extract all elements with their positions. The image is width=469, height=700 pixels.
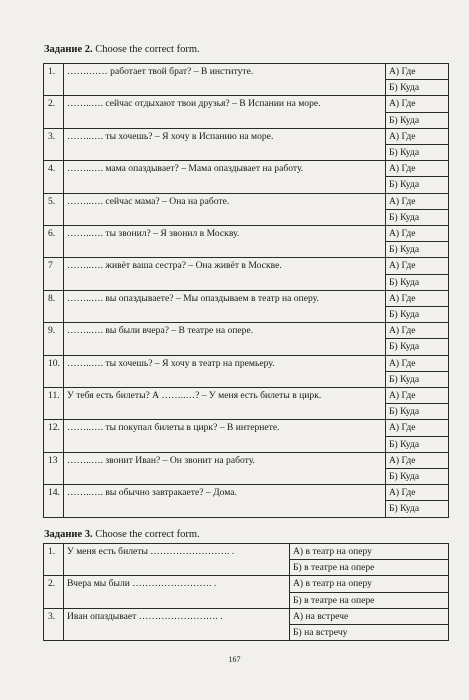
option-b: Б) Куда xyxy=(386,209,449,225)
question-text: ……..…. мама опаздывает? – Мама опаздывает на работу. xyxy=(64,161,386,193)
item-number: 10. xyxy=(44,355,64,387)
option-a: А) Где xyxy=(386,452,449,468)
option-a: А) Где xyxy=(386,161,449,177)
item-number: 11. xyxy=(44,388,64,420)
item-number: 9. xyxy=(44,323,64,355)
task3-title-rest: Choose the correct form. xyxy=(92,529,200,540)
page-number: 167 xyxy=(228,655,241,664)
question-text: ……..…. вы были вчера? – В театре на опере. xyxy=(64,323,386,355)
option-b: Б) Куда xyxy=(386,274,449,290)
option-b: Б) Куда xyxy=(386,404,449,420)
task2-row xyxy=(44,388,449,404)
option-b: Б) Куда xyxy=(386,436,449,452)
question-text: У тебя есть билеты? А ……..…? – У меня есть билеты в цирк. xyxy=(64,388,386,420)
task2-row xyxy=(44,226,449,242)
option-b: Б) Куда xyxy=(386,80,449,96)
item-number: 7 xyxy=(44,258,64,290)
task2-row xyxy=(44,128,449,144)
question-text: ……..…. вы опаздываете? – Мы опаздываем в театр на оперу. xyxy=(64,290,386,322)
task2-row xyxy=(44,290,449,306)
task3-heading xyxy=(44,529,200,540)
option-a: А) Где xyxy=(386,226,449,242)
item-number: 6. xyxy=(44,226,64,258)
item-number: 12. xyxy=(44,420,64,452)
question-text: ……..…. ты хочешь? – Я хочу в театр на премьеру. xyxy=(64,355,386,387)
task2-row xyxy=(44,485,449,501)
item-number: 8. xyxy=(44,290,64,322)
option-b: Б) Куда xyxy=(386,371,449,387)
option-b: Б) на встречу xyxy=(290,625,449,641)
option-b: Б) Куда xyxy=(386,177,449,193)
question-text: ……..…. живёт ваша сестра? – Она живёт в Москве. xyxy=(64,258,386,290)
task2-title-bold: Задание 2. xyxy=(44,44,93,55)
task3-title-bold: Задание 3. xyxy=(44,529,93,540)
item-number: 4. xyxy=(44,161,64,193)
item-number: 13 xyxy=(44,452,64,484)
item-number: 1. xyxy=(44,64,64,96)
task2-row xyxy=(44,323,449,339)
option-b: Б) в театре на опере xyxy=(290,560,449,576)
item-number: 5. xyxy=(44,193,64,225)
option-a: А) Где xyxy=(386,355,449,371)
option-b: Б) в театре на опере xyxy=(290,592,449,608)
question-text: …….…… работает твой брат? – В институте. xyxy=(64,64,386,96)
question-text: Иван опаздывает ……………………. . xyxy=(64,608,290,640)
option-b: Б) Куда xyxy=(386,112,449,128)
option-a: А) в театр на оперу xyxy=(290,544,449,560)
option-b: Б) Куда xyxy=(386,339,449,355)
question-text: Вчера мы были ……………………. . xyxy=(64,576,290,608)
task2-row xyxy=(44,258,449,274)
question-text: ……..…. звонит Иван? – Он звонит на работу. xyxy=(64,452,386,484)
task2-row xyxy=(44,420,449,436)
task2-row xyxy=(44,161,449,177)
task2-row xyxy=(44,452,449,468)
question-text: ……..…. ты звонил? – Я звонил в Москву. xyxy=(64,226,386,258)
item-number: 3. xyxy=(44,608,64,640)
option-a: А) Где xyxy=(386,323,449,339)
question-text: ……..…. ты хочешь? – Я хочу в Испанию на море. xyxy=(64,128,386,160)
option-a: А) Где xyxy=(386,64,449,80)
question-text: ……..…. сейчас отдыхают твои друзья? – В Испании на море. xyxy=(64,96,386,128)
item-number: 1. xyxy=(44,544,64,576)
option-b: Б) Куда xyxy=(386,307,449,323)
question-text: У меня есть билеты ……………………. . xyxy=(64,544,290,576)
option-b: Б) Куда xyxy=(386,242,449,258)
item-number: 3. xyxy=(44,128,64,160)
question-text: ……..…. ты покупал билеты в цирк? – В интернете. xyxy=(64,420,386,452)
option-a: А) Где xyxy=(386,420,449,436)
option-b: Б) Куда xyxy=(386,501,449,517)
option-a: А) Где xyxy=(386,128,449,144)
option-a: А) в театр на оперу xyxy=(290,576,449,592)
option-a: А) Где xyxy=(386,193,449,209)
option-a: А) Где xyxy=(386,258,449,274)
task2-table xyxy=(43,63,449,518)
option-b: Б) Куда xyxy=(386,145,449,161)
task2-row xyxy=(44,64,449,80)
option-a: А) Где xyxy=(386,388,449,404)
option-a: А) Где xyxy=(386,485,449,501)
question-text: ……..…. сейчас мама? – Она на работе. xyxy=(64,193,386,225)
task2-heading xyxy=(44,44,200,55)
option-a: А) Где xyxy=(386,96,449,112)
task3-table xyxy=(43,543,449,641)
task3-row xyxy=(44,608,449,624)
option-a: А) на встрече xyxy=(290,608,449,624)
item-number: 14. xyxy=(44,485,64,517)
task3-row xyxy=(44,544,449,560)
item-number: 2. xyxy=(44,96,64,128)
option-b: Б) Куда xyxy=(386,469,449,485)
item-number: 2. xyxy=(44,576,64,608)
question-text: ……..…. вы обычно завтракаете? – Дома. xyxy=(64,485,386,517)
task2-row xyxy=(44,355,449,371)
task2-title-rest: Choose the correct form. xyxy=(92,44,200,55)
task3-row xyxy=(44,576,449,592)
task2-row xyxy=(44,193,449,209)
option-a: А) Где xyxy=(386,290,449,306)
task2-row xyxy=(44,96,449,112)
